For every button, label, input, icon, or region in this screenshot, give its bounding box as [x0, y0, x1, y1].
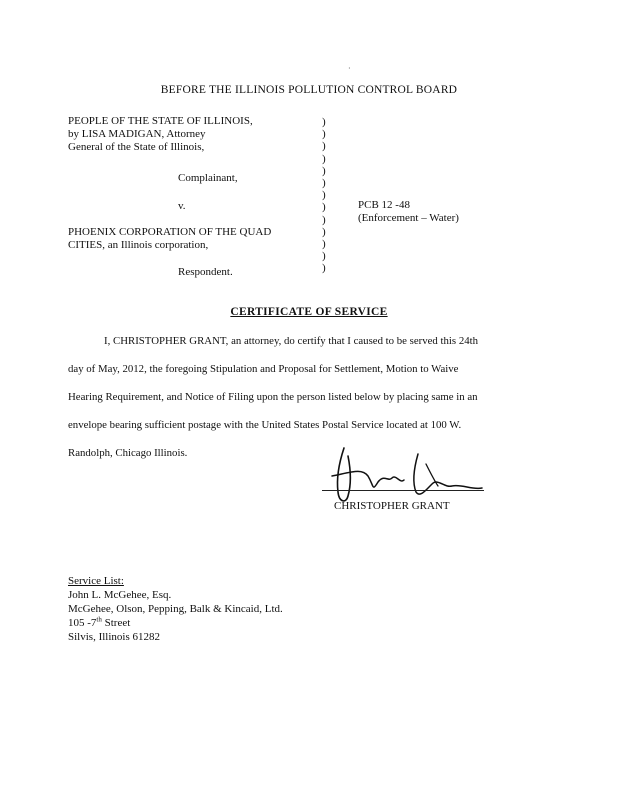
caption-parentheses: ) ) ) ) ) ) ) ) ) ) ) ) )	[322, 116, 326, 275]
street-number: 105 -7	[68, 617, 97, 629]
street-name: Street	[101, 617, 131, 629]
complainant-role: Complainant,	[178, 172, 238, 184]
handwritten-signature	[322, 446, 492, 506]
versus-label: v.	[178, 200, 186, 212]
certificate-title: CERTIFICATE OF SERVICE	[230, 306, 388, 318]
body-line-2: day of May, 2012, the foregoing Stipulation and Proposal for Settlement, Motion to Waive	[68, 363, 459, 375]
body-line-1: I, CHRISTOPHER GRANT, an attorney, do certify that I caused to be served this 24th	[104, 335, 479, 347]
service-name: John L. McGehee, Esq.	[68, 589, 172, 601]
body-line-4: envelope bearing sufficient postage with the United States Postal Service located at 100 W.	[68, 419, 462, 431]
court-heading: BEFORE THE ILLINOIS POLLUTION CONTROL BOARD	[160, 84, 458, 96]
service-firm: McGehee, Olson, Pepping, Balk & Kincaid, Ltd.	[68, 603, 283, 615]
service-list-heading: Service List:	[68, 575, 124, 587]
service-street	[68, 616, 283, 630]
scan-speck: ·	[348, 64, 351, 73]
case-type: (Enforcement – Water)	[358, 212, 459, 224]
respondent-line-1: PHOENIX CORPORATION OF THE QUAD	[68, 226, 272, 238]
street-suffix: th	[96, 615, 102, 624]
complainant-line-1: PEOPLE OF THE STATE OF ILLINOIS,	[68, 115, 253, 127]
respondent-line-2: CITIES, an Illinois corporation,	[68, 239, 209, 251]
case-number: PCB 12 -48	[358, 199, 410, 211]
service-list	[68, 574, 283, 644]
body-line-5: Randolph, Chicago Illinois.	[68, 447, 188, 459]
body-line-3: Hearing Requirement, and Notice of Filing upon the person listed below by placing same in an	[68, 391, 478, 403]
complainant-line-3: General of the State of Illinois,	[68, 141, 205, 153]
respondent-role: Respondent.	[178, 266, 233, 278]
signature-line	[322, 490, 484, 491]
service-city: Silvis, Illinois 61282	[68, 631, 160, 643]
complainant-line-2: by LISA MADIGAN, Attorney	[68, 128, 206, 140]
signer-name: CHRISTOPHER GRANT	[334, 500, 450, 512]
